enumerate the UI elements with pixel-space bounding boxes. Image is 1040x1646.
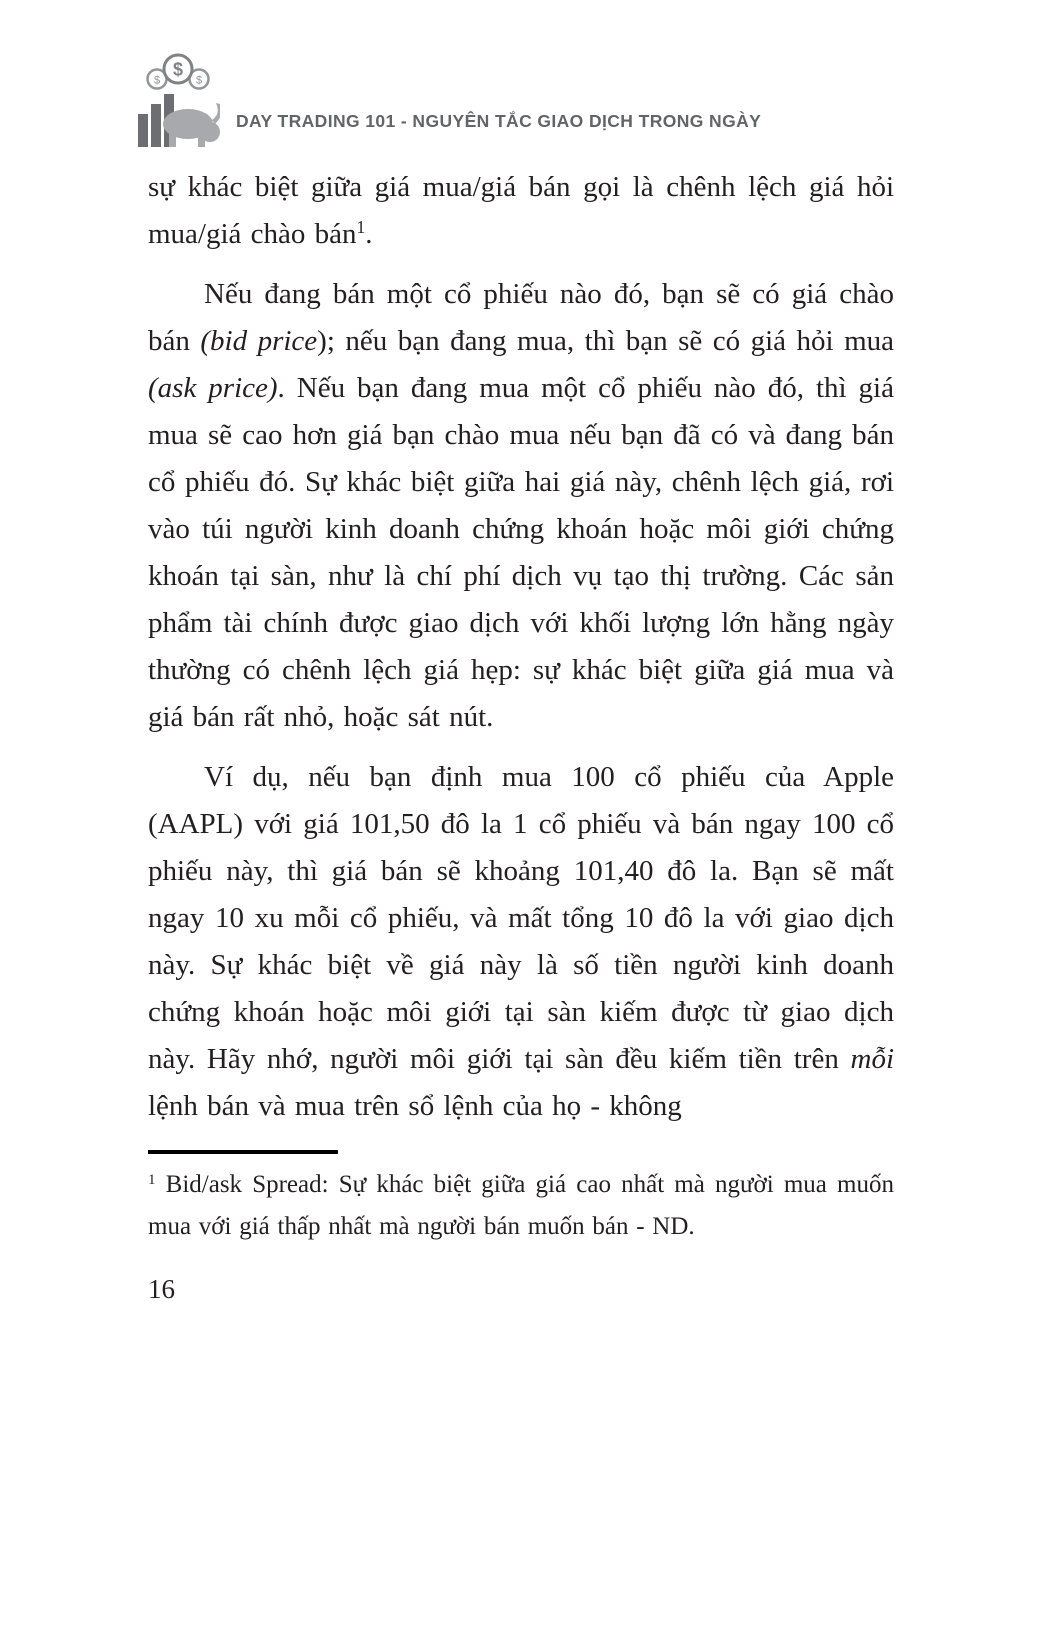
page-number: 16: [148, 1274, 175, 1304]
page-content: [148, 0, 894, 1305]
text-run: Bid/ask Spread: Sự khác biệt giữa giá cao nhất mà người mua muốn mua với giá thấp nhất mà người bán muốn bán - ND.: [148, 1171, 894, 1240]
paragraph: [148, 754, 894, 1130]
text-run: ); nếu bạn đang mua, thì bạn sẽ có giá hỏi mua: [317, 325, 895, 357]
text-run: lệnh bán và mua trên sổ lệnh của họ - không: [148, 1090, 682, 1122]
footnote-reference: 1: [356, 217, 366, 238]
svg-text:$: $: [172, 59, 184, 80]
text-run: sự khác biệt giữa giá mua/giá bán gọi là chênh lệch giá hỏi mua/giá chào bán: [148, 171, 894, 250]
text-run: . Nếu bạn đang mua một cổ phiếu nào đó, thì giá mua sẽ cao hơn giá bạn chào mua nếu bạn đã có và đang bán cổ phiếu đó. Sự khác biệt giữa hai giá này, chênh lệch giá, rơi vào túi người kinh doanh chứng khoán hoặc môi giới chứng khoán tại sàn, như là chí phí dịch vụ tạo thị trường. Các sản phẩm tài chính được giao dịch với khối lượng lớn hằng ngày thường có chênh lệch giá hẹp: sự khác biệt giữa giá mua và giá bán rất nhỏ, hoặc sát nút.: [148, 372, 894, 733]
footnote-reference: 1: [148, 1171, 156, 1188]
page-header: [136, 46, 894, 152]
footnote: [148, 1164, 894, 1248]
body-text: [148, 164, 894, 1130]
header-title: DAY TRADING 101 - NGUYÊN TẮC GIAO DỊCH TRONG NGÀY: [236, 111, 762, 131]
svg-text:$: $: [195, 74, 203, 87]
italic-text-run: (bid price: [200, 325, 318, 357]
svg-text:$: $: [153, 74, 161, 87]
text-run: Ví dụ, nếu bạn định mua 100 cổ phiếu của Apple (AAPL) với giá 101,50 đô la 1 cổ phiếu và bán ngay 100 cổ phiếu này, thì giá bán sẽ khoảng 101,40 đô la. Bạn sẽ mất ngay 10 xu mỗi cổ phiếu, và mất tổng 10 đô la với giao dịch này. Sự khác biệt về giá này là số tiền người kinh doanh chứng khoán hoặc môi giới tại sàn kiếm được từ giao dịch này. Hãy nhớ, người môi giới tại sàn đều kiếm tiền trên: [148, 761, 894, 1075]
bull-chart-coins-logo: [136, 48, 220, 152]
italic-text-run: mỗi: [850, 1043, 894, 1075]
paragraph: [148, 271, 894, 741]
text-run: .: [365, 218, 373, 250]
footnote-divider: [148, 1150, 338, 1154]
text-run: Nếu đang bán một cổ phiếu nào đó, bạn sẽ có giá chào bán: [148, 278, 894, 357]
paragraph: [148, 164, 894, 258]
italic-text-run: (ask price): [148, 372, 278, 404]
